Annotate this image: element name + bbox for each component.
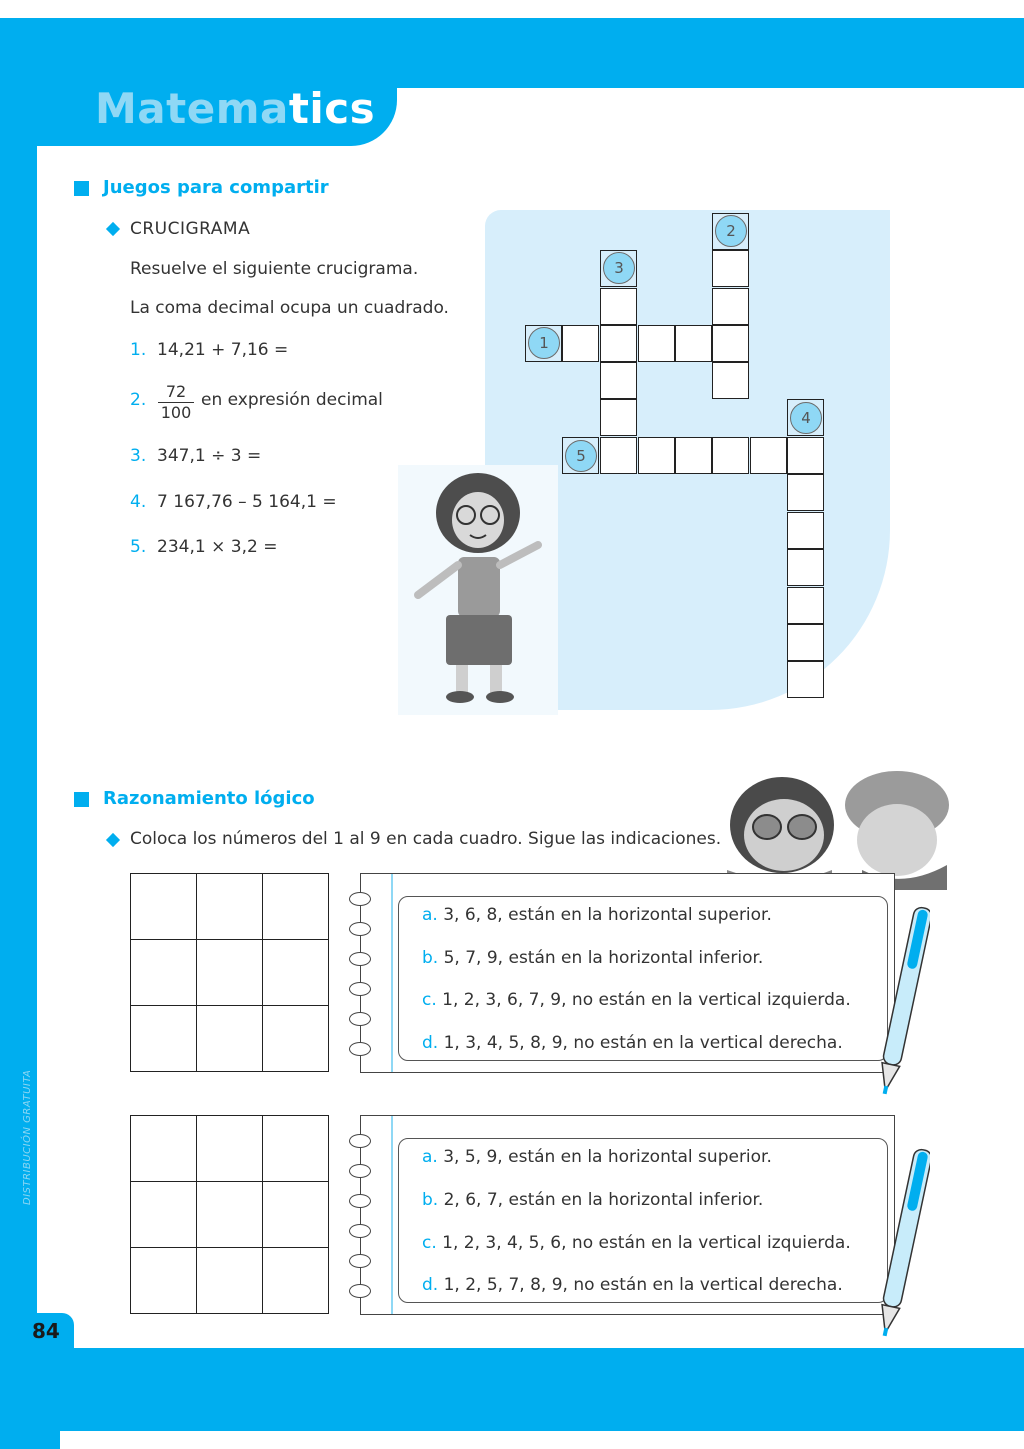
clue-text: 14,21 + 7,16 = (157, 340, 289, 360)
notebook-margin-line (391, 874, 393, 1072)
clue-2 (130, 390, 146, 410)
clue-3 (130, 446, 261, 466)
crossword-label-1: 1 (528, 327, 560, 359)
condition-text: 5, 7, 9, están en la horizontal inferior. (443, 948, 764, 968)
number-grid-1 (130, 873, 329, 1072)
crossword-label-4: 4 (790, 402, 822, 434)
crossword-cell[interactable] (787, 512, 824, 549)
clue-text: 7 167,76 – 5 164,1 = (157, 492, 337, 512)
condition-b (422, 948, 763, 968)
crossword-cell[interactable] (787, 587, 824, 624)
crossword-cell[interactable] (787, 661, 824, 698)
grid-cell[interactable] (131, 1248, 197, 1314)
notebook-margin-line (391, 1116, 393, 1314)
crossword-cell[interactable] (562, 325, 599, 362)
title-light: Matema (95, 84, 289, 133)
spiral-ring-icon (349, 1224, 371, 1238)
spiral-ring-icon (349, 1164, 371, 1178)
clue-text: 234,1 × 3,2 = (157, 537, 278, 557)
spiral-ring-icon (349, 982, 371, 996)
grid-cell[interactable] (263, 1248, 329, 1314)
grid-cell[interactable] (263, 940, 329, 1006)
grid-cell[interactable] (131, 1116, 197, 1182)
spiral-ring-icon (349, 1042, 371, 1056)
clue-1 (130, 340, 288, 360)
clue-number: 1. (130, 340, 147, 360)
grid-cell[interactable] (197, 874, 263, 940)
fraction-denominator: 100 (160, 403, 192, 422)
crossword-cell[interactable] (675, 437, 712, 474)
condition-text: 1, 2, 3, 6, 7, 9, no están en la vertical izquierda. (442, 990, 851, 1010)
fraction-numerator: 72 (158, 382, 194, 403)
pen-icon (880, 898, 930, 1103)
crossword-cell[interactable] (600, 399, 637, 436)
condition-text: 1, 2, 3, 4, 5, 6, no están en la vertical izquierda. (442, 1233, 851, 1253)
title-bold: tics (288, 84, 376, 133)
crossword-cell[interactable] (600, 362, 637, 399)
spiral-ring-icon (349, 1012, 371, 1026)
grid-cell[interactable] (197, 1116, 263, 1182)
crossword-cell[interactable] (750, 437, 787, 474)
logic-instruction: Coloca los números del 1 al 9 en cada cuadro. Sigue las indicaciones. (130, 829, 722, 849)
condition-text: 1, 3, 4, 5, 8, 9, no están en la vertical derecha. (443, 1033, 843, 1053)
section-heading-logic: Razonamiento lógico (103, 788, 315, 809)
grid-cell[interactable] (263, 874, 329, 940)
crossword-cell[interactable] (712, 437, 749, 474)
crossword-instruction-2: La coma decimal ocupa un cuadrado. (130, 298, 449, 318)
girl-illustration (398, 465, 558, 715)
condition-letter: a. (422, 905, 438, 925)
spiral-ring-icon (349, 1284, 371, 1298)
grid-cell[interactable] (263, 1182, 329, 1248)
clue-text: 347,1 ÷ 3 = (157, 446, 262, 466)
pen-icon (880, 1140, 930, 1345)
crossword-cell[interactable] (712, 288, 749, 325)
spiral-ring-icon (349, 922, 371, 936)
grid-cell[interactable] (131, 874, 197, 940)
condition-d (422, 1275, 843, 1295)
condition-b (422, 1190, 763, 1210)
grid-cell[interactable] (263, 1116, 329, 1182)
crossword-label-2: 2 (715, 215, 747, 247)
clue-number: 4. (130, 492, 147, 512)
crossword-cell[interactable] (675, 325, 712, 362)
clue-number: 3. (130, 446, 147, 466)
condition-letter: c. (422, 990, 437, 1010)
spiral-ring-icon (349, 1254, 371, 1268)
condition-text: 2, 6, 7, están en la horizontal inferior. (443, 1190, 764, 1210)
section-bullet-icon (74, 792, 89, 807)
bottom-banner (0, 1343, 1024, 1431)
crossword-cell[interactable] (712, 250, 749, 287)
condition-c (422, 990, 851, 1010)
crossword-cell[interactable] (600, 288, 637, 325)
clue-number: 2. (130, 390, 147, 410)
fraction (158, 382, 194, 423)
condition-letter: c. (422, 1233, 437, 1253)
grid-cell[interactable] (197, 1248, 263, 1314)
clue-4 (130, 492, 337, 512)
grid-cell[interactable] (131, 1006, 197, 1072)
condition-letter: b. (422, 948, 439, 968)
spiral-ring-icon (349, 1194, 371, 1208)
grid-cell[interactable] (131, 1182, 197, 1248)
condition-letter: d. (422, 1033, 439, 1053)
crossword-cell[interactable] (712, 362, 749, 399)
clue-5 (130, 537, 277, 557)
section-heading-games: Juegos para compartir (103, 177, 329, 198)
condition-a (422, 905, 772, 925)
page-number: 84 (32, 1319, 60, 1343)
condition-letter: d. (422, 1275, 439, 1295)
section-bullet-icon (74, 181, 89, 196)
crossword-cell[interactable] (638, 437, 675, 474)
crossword-cell[interactable] (638, 325, 675, 362)
crossword-cell[interactable] (712, 325, 749, 362)
grid-cell[interactable] (263, 1006, 329, 1072)
page-title (95, 84, 375, 133)
condition-letter: b. (422, 1190, 439, 1210)
crossword-cell[interactable] (600, 325, 637, 362)
crossword-label-5: 5 (565, 440, 597, 472)
clue-number: 5. (130, 537, 147, 557)
crossword-instruction-1: Resuelve el siguiente crucigrama. (130, 259, 419, 279)
grid-cell[interactable] (131, 940, 197, 1006)
crossword-cell[interactable] (787, 624, 824, 661)
condition-text: 3, 6, 8, están en la horizontal superior. (443, 905, 772, 925)
kids-illustration (712, 765, 972, 890)
spiral-ring-icon (349, 1134, 371, 1148)
condition-c (422, 1233, 851, 1253)
crossword-label-3: 3 (603, 252, 635, 284)
condition-a (422, 1147, 772, 1167)
condition-letter: a. (422, 1147, 438, 1167)
grid-cell[interactable] (197, 1006, 263, 1072)
side-note: DISTRIBUCIÓN GRATUITA (22, 1069, 33, 1205)
crossword-cell[interactable] (787, 549, 824, 586)
crossword-cell[interactable] (787, 474, 824, 511)
condition-text: 1, 2, 5, 7, 8, 9, no están en la vertical derecha. (443, 1275, 843, 1295)
spiral-ring-icon (349, 952, 371, 966)
grid-cell[interactable] (197, 1182, 263, 1248)
condition-d (422, 1033, 843, 1053)
crossword-cell[interactable] (787, 437, 824, 474)
number-grid-2 (130, 1115, 329, 1314)
clue-2-text: en expresión decimal (201, 390, 383, 410)
crossword-cell[interactable] (600, 437, 637, 474)
condition-text: 3, 5, 9, están en la horizontal superior. (443, 1147, 772, 1167)
crossword-subheading: CRUCIGRAMA (130, 219, 251, 239)
spiral-ring-icon (349, 892, 371, 906)
grid-cell[interactable] (197, 940, 263, 1006)
